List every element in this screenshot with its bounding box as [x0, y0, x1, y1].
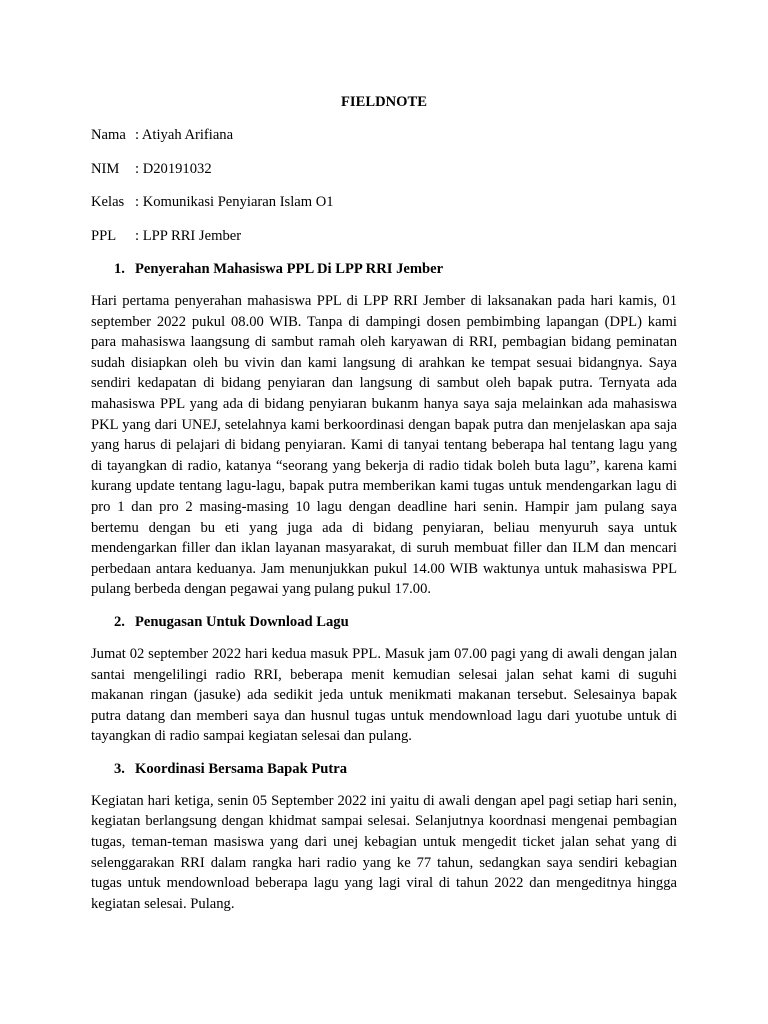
- document-title: FIELDNOTE: [341, 94, 427, 110]
- section-number: 1.: [114, 261, 125, 277]
- document-page: [91, 92, 677, 926]
- section-heading-1: [91, 259, 677, 279]
- section-heading-3: [91, 759, 677, 779]
- section-heading-2: [91, 612, 677, 632]
- section-number: 2.: [114, 613, 125, 630]
- section-title: Koordinasi Bersama Bapak Putra: [135, 760, 348, 777]
- meta-row-nim: [91, 159, 677, 179]
- meta-row-ppl: [91, 226, 677, 246]
- meta-label: Nama: [91, 127, 126, 143]
- meta-label: Kelas: [91, 194, 125, 210]
- section-title: Penyerahan Mahasiswa PPL Di LPP RRI Jember: [135, 261, 444, 277]
- meta-label: NIM: [91, 160, 120, 177]
- meta-row-kelas: [91, 192, 677, 212]
- meta-value: : Atiyah Arifiana: [135, 127, 234, 143]
- meta-value: : D20191032: [135, 160, 212, 177]
- section-number: 3.: [114, 760, 125, 777]
- section-body-3: Kegiatan hari ketiga, senin 05 September 2022 ini yaitu di awali dengan apel pagi setiap hari senin, kegiatan berlangsung dengan khidmat sampai selesai. Selanjutnya koordnasi mengenai pembagian tugas, teman-teman masiswa yang dari unej kebagian untuk mengedit ticket jalan sehat yang di selenggarakan RRI dalam rangka hari radio yang ke 77 tahun, sedangkan saya sendiri kebagian tugas untuk mendownload beberapa lagu yang lagi viral di tahun 2022 dan mengeditnya hingga kegiatan selesai. Pulang.: [91, 792, 677, 912]
- meta-value: : Komunikasi Penyiaran Islam O1: [135, 194, 334, 210]
- meta-value: : LPP RRI Jember: [135, 227, 242, 244]
- meta-row-nama: [91, 125, 677, 145]
- meta-label: PPL: [91, 227, 117, 244]
- section-body-2: Jumat 02 september 2022 hari kedua masuk PPL. Masuk jam 07.00 pagi yang di awali dengan jalan santai mengelilingi radio RRI, beberapa menit kemudian selesai jalan sehat kami di suguhi makanan ringan (jasuke) ada sedikit jeda untuk menikmati makanan tersebut. Selesainya bapak putra datang dan memberi saya dan husnul tugas untuk mendownload lagu dari yuotube untuk di tayangkan di radio sampai kegiatan selesai dan pulang.: [91, 645, 677, 745]
- section-title: Penugasan Untuk Download Lagu: [135, 613, 349, 630]
- section-body-1: Hari pertama penyerahan mahasiswa PPL di LPP RRI Jember di laksanakan pada hari kamis, 01 september 2022 pukul 08.00 WIB. Tanpa di dampingi dosen pembimbing lapangan (DPL) kami para mahasiswa laangsung di sambut ramah oleh karyawan di RRI, pembagian bidang peminatan sudah disiapkan oleh bu vivin dan kami langsung di arahkan ke tempat sesuai bidangnya. Saya sendiri kedapatan di bidang penyiaran dan langsung di sambut oleh bapak putra. Ternyata ada mahasiswa PPL yang ada di bidang penyiaran bukanm hanya saya saja melainkan ada mahasiswa PKL yang dari UNEJ, setelahnya kami berkoordinasi dengan bapak putra dan menjelaskan apa saja yang harus di pelajari di bidang penyiaran. Kami di tanyai tentang beberapa hal tentang lagu yang di tayangkan di radio, katanya “seorang yang bekerja di radio tidak boleh buta lagu”, karena kami kurang update tentang lagu-lagu, bapak putra memberikan kami tugas untuk mendengarkan lagu di pro 1 dan pro 2 masing-masing 10 lagu dengan deadline hari senin. Hampir jam pulang saya bertemu dengan bu eti yang juga ada di bidang penyiaran, beliau menyuruh saya untuk mendengarkan filler dan iklan layanan masyarakat, di suruh membuat filler dan ILM dan mencari perbedaan antara keduanya. Jam menunjukkan pukul 14.00 WIB waktunya untuk mahasiswa PPL pulang berbeda dengan pegawai yang pulang pukul 17.00.: [91, 293, 677, 598]
